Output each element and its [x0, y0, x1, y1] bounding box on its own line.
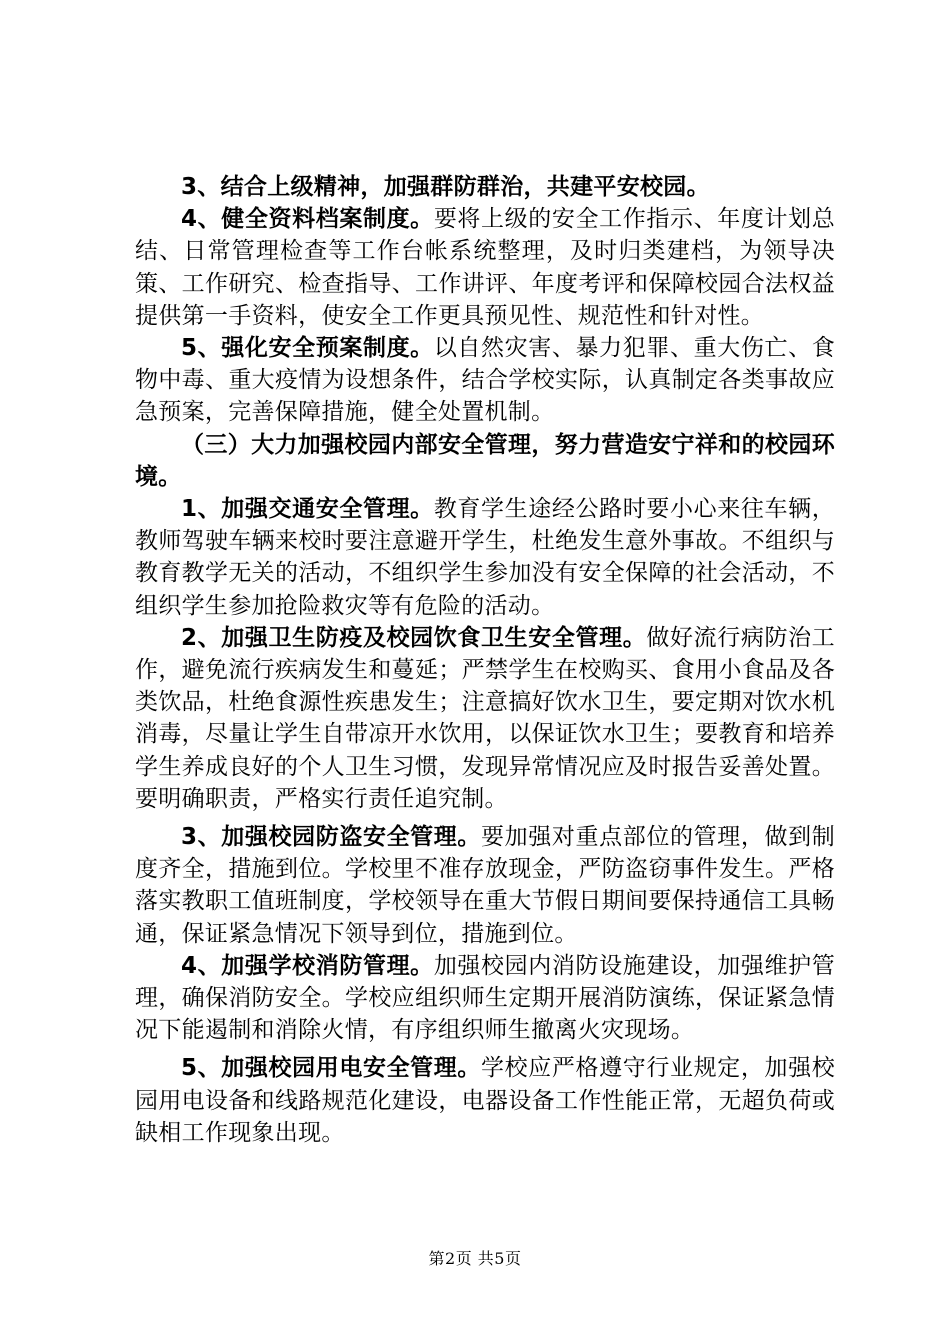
document-body	[135, 171, 835, 1149]
paragraph-hygiene-safety	[135, 622, 835, 815]
paragraph-lead: 5、加强校园用电安全管理。	[181, 1055, 482, 1082]
page-number-footer: 第2页 共5页	[428, 1249, 522, 1268]
paragraph-body: 要加强对重点部位的管理，做到制度齐全，措施到位。学校里不准存放现金，严防盗窃事件发生。严格落实教职工值班制度，学校领导在重大节假日期间要保持通信工具畅通，保证紧急情况下领导到位，措施到位。	[135, 824, 836, 947]
paragraph-traffic-safety	[135, 493, 835, 622]
paragraph-theft-prevention	[135, 821, 835, 950]
section-heading: （三）大力加强校园内部安全管理，努力营造安宁祥和的校园环境。	[135, 431, 835, 490]
paragraph-electrical-safety	[135, 1052, 835, 1149]
paragraph-body: 教育学生途经公路时要小心来往车辆，教师驾驶车辆来校时要注意避开学生，杜绝发生意外事故。不组织与教育教学无关的活动，不组织学生参加没有安全保障的社会活动，不组织学生参加抢险救灾等有危险的活动。	[135, 496, 835, 619]
paragraph-lead: 3、结合上级精神，加强群防群治，共建平安校园。	[181, 174, 710, 200]
paragraph-lead: 5、强化安全预案制度。	[181, 335, 434, 362]
paragraph-item-5	[135, 332, 835, 429]
paragraph-item-3	[135, 171, 835, 203]
paragraph-lead: 3、加强校园防盗安全管理。	[181, 824, 482, 851]
paragraph-lead: 1、加强交通安全管理。	[181, 496, 434, 523]
paragraph-body: 做好流行病防治工作，避免流行疾病发生和蔓延；严禁学生在校购买、食用小食品及各类饮品，杜绝食源性疾患发生；注意搞好饮水卫生，要定期对饮水机消毒，尽量让学生自带凉开水饮用，以保证饮水卫生；要教育和培养学生养成良好的个人卫生习惯，发现异常情况应及时报告妥善处置。要明确职责，严格实行责任追究制。	[135, 624, 835, 812]
paragraph-body: 要将上级的安全工作指示、年度计划总结、日常管理检查等工作台帐系统整理，及时归类建档，为领导决策、工作研究、检查指导、工作讲评、年度考评和保障校园合法权益提供第一手资料，使安全工作更具预见性、规范性和针对性。	[135, 206, 835, 329]
paragraph-fire-safety	[135, 950, 835, 1047]
paragraph-body: 加强校园内消防设施建设，加强维护管理，确保消防安全。学校应组织师生定期开展消防演练，保证紧急情况下能遏制和消除火情，有序组织师生撤离火灾现场。	[135, 952, 835, 1044]
paragraph-item-4	[135, 203, 835, 332]
paragraph-lead: 4、加强学校消防管理。	[181, 952, 434, 979]
paragraph-lead: 2、加强卫生防疫及校园饮食卫生安全管理。	[181, 624, 647, 651]
paragraph-body: 学校应严格遵守行业规定，加强校园用电设备和线路规范化建设，电器设备工作性能正常，无超负荷或缺相工作现象出现。	[135, 1055, 836, 1146]
paragraph-lead: 4、健全资料档案制度。	[181, 206, 434, 233]
paragraph-body: 以自然灾害、暴力犯罪、重大伤亡、食物中毒、重大疫情为设想条件，结合学校实际，认真制定各类事故应急预案，完善保障措施，健全处置机制。	[135, 335, 835, 426]
